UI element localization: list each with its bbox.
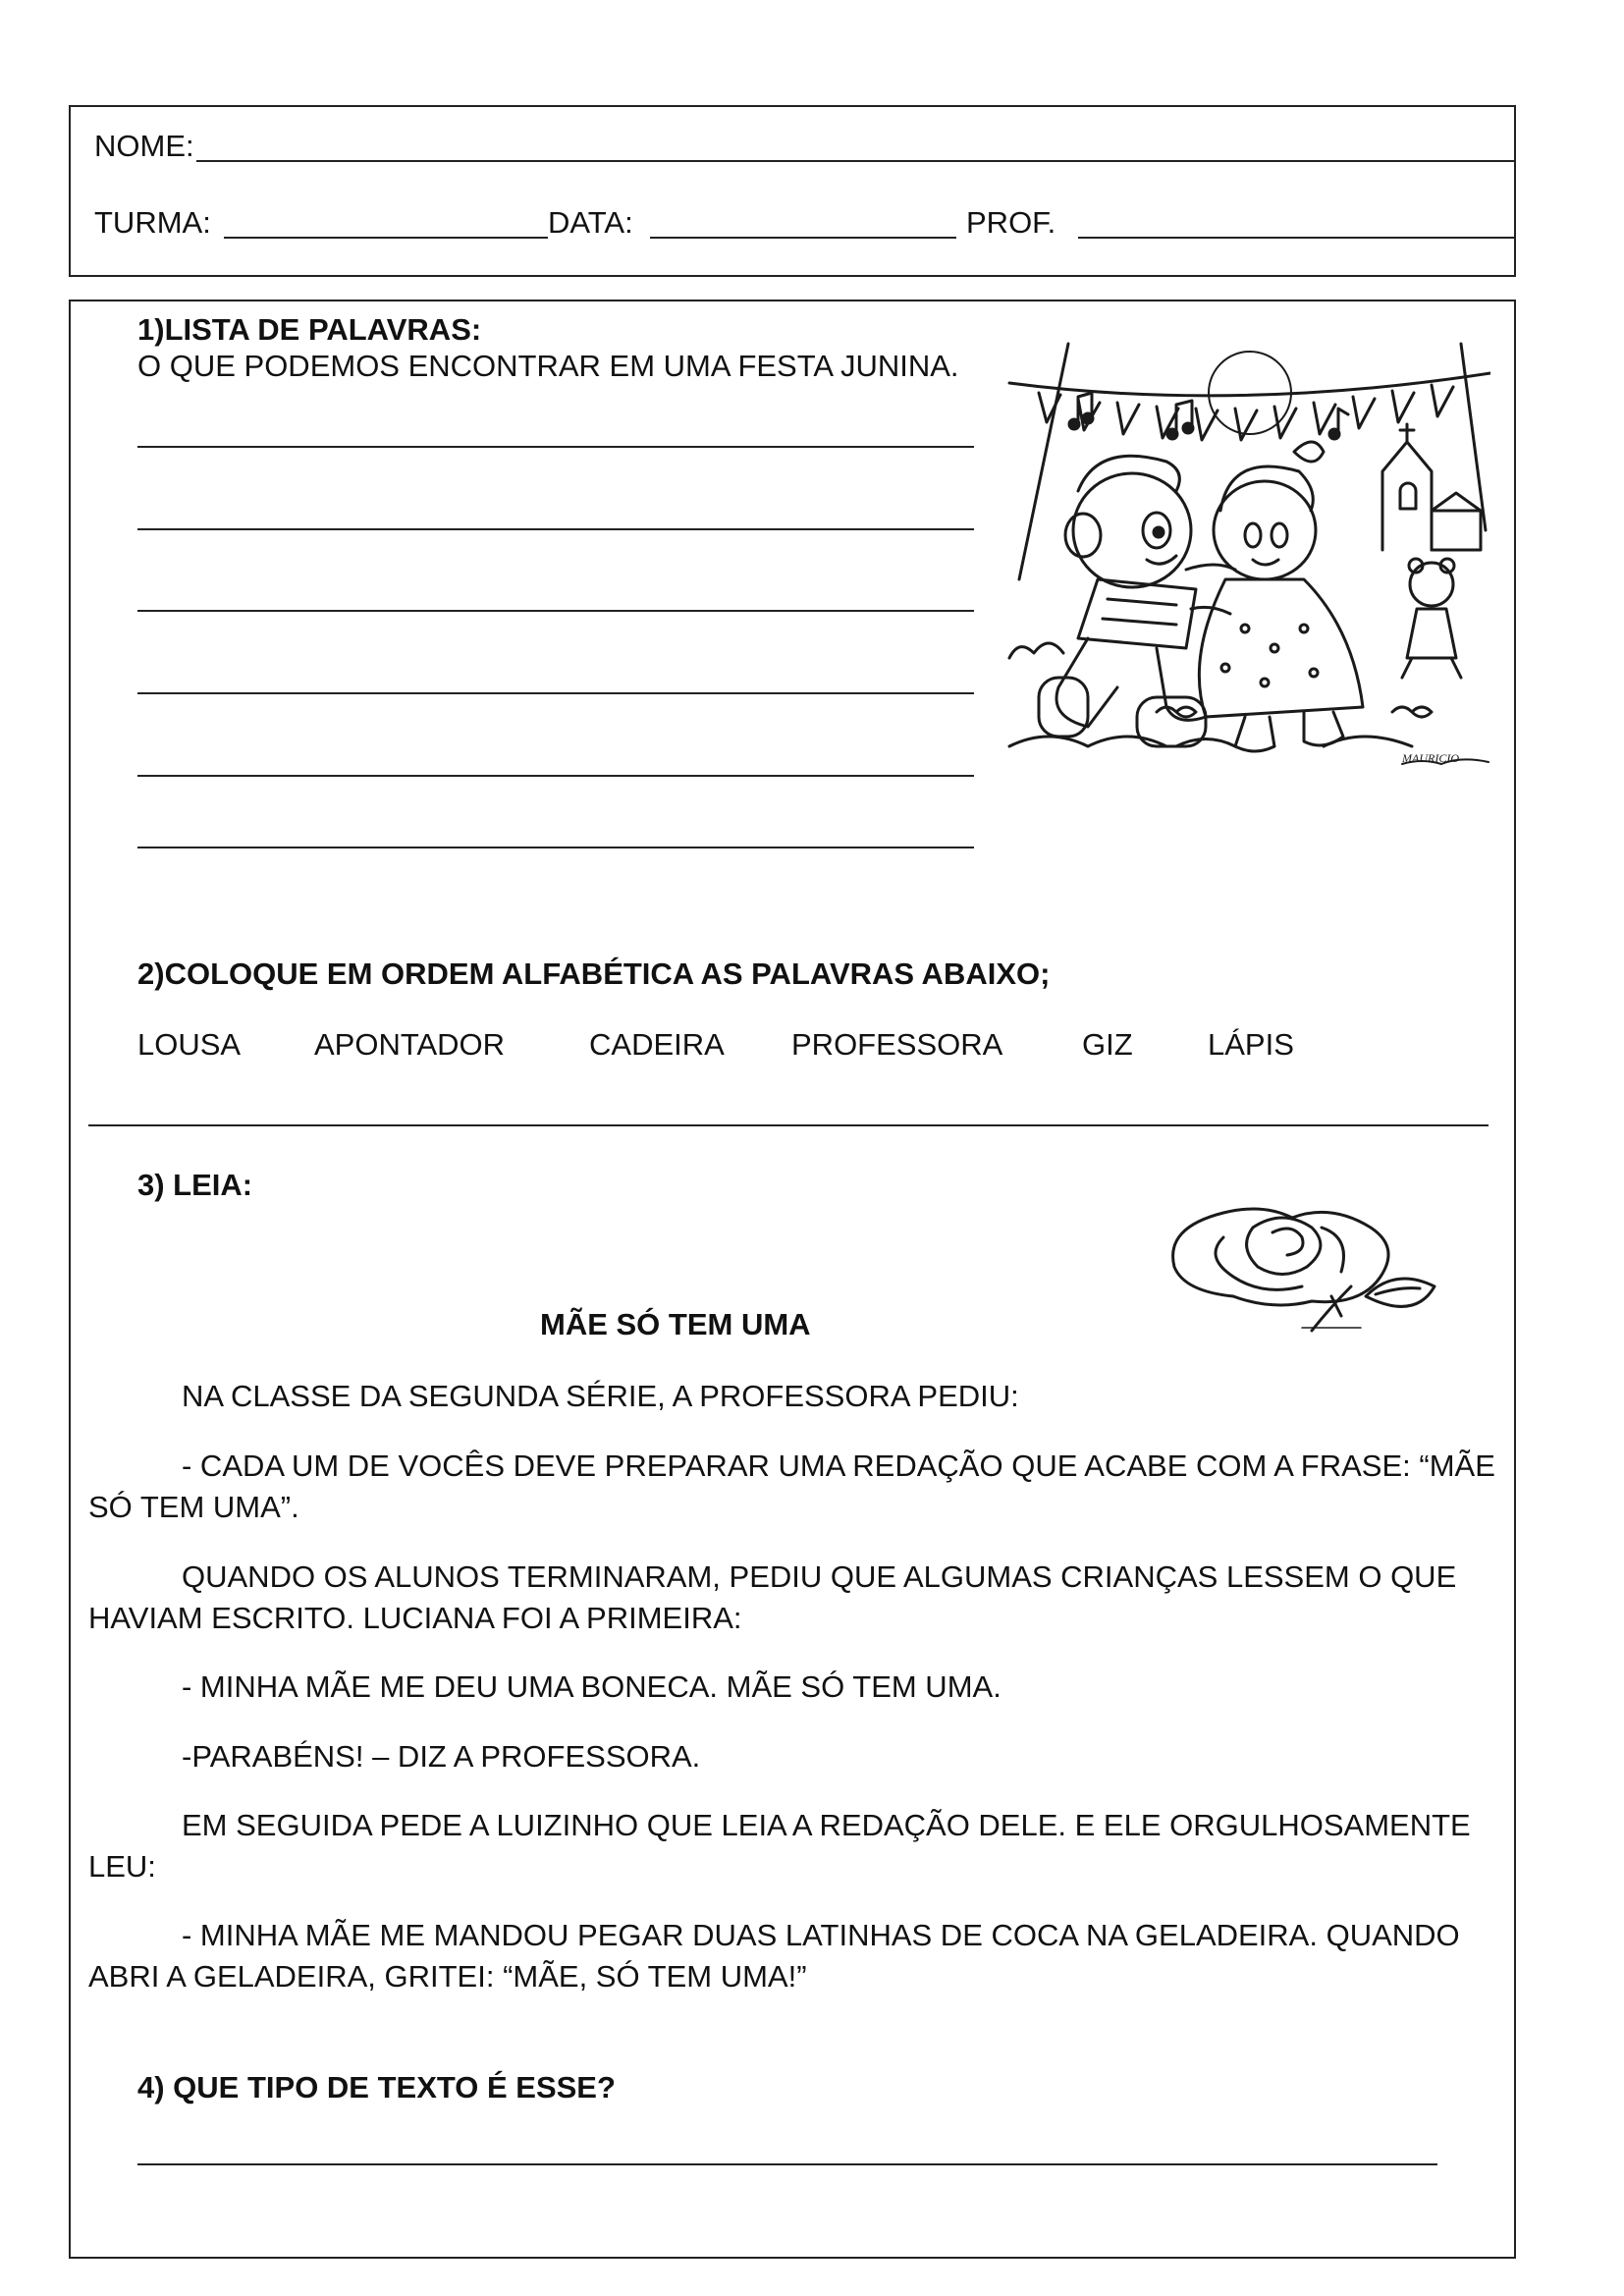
rose-icon: [1155, 1188, 1449, 1336]
q3-title: 3) LEIA:: [137, 1168, 253, 1202]
q1-answer-line[interactable]: [137, 610, 974, 612]
festa-junina-illustration: [1000, 334, 1490, 776]
q1-answer-line[interactable]: [137, 446, 974, 448]
header-box: [69, 105, 1516, 277]
story-paragraph: - MINHA MÃE ME MANDOU PEGAR DUAS LATINHAS DE COCA NA GELADEIRA. QUANDO ABRI A GELADEIRA, GRITEI: “MÃE, SÓ TEM UMA!”: [88, 1918, 1460, 1994]
q4-title: 4) QUE TIPO DE TEXTO É ESSE?: [137, 2070, 616, 2105]
q4-answer-line[interactable]: [137, 2163, 1437, 2165]
q2-title: 2)COLOQUE EM ORDEM ALFABÉTICA AS PALAVRAS ABAIXO;: [137, 957, 1051, 991]
q1-answer-line[interactable]: [137, 847, 974, 848]
q1-answer-line[interactable]: [137, 528, 974, 530]
story-title: MÃE SÓ TEM UMA: [540, 1307, 811, 1341]
q1-title: 1)LISTA DE PALAVRAS:: [137, 312, 482, 347]
name-label: NOME:: [94, 129, 194, 163]
q2-word: PROFESSORA: [791, 1027, 1003, 1062]
story-paragraph: -PARABÉNS! – DIZ A PROFESSORA.: [182, 1739, 701, 1774]
q1-prompt: O QUE PODEMOS ENCONTRAR EM UMA FESTA JUNINA.: [137, 349, 959, 383]
story-paragraph: - MINHA MÃE ME DEU UMA BONECA. MÃE SÓ TEM UMA.: [182, 1669, 1001, 1704]
signature-text: MAURICIO: [1402, 751, 1459, 765]
q2-word: GIZ: [1082, 1027, 1133, 1062]
name-field[interactable]: [196, 160, 1516, 162]
q2-word: CADEIRA: [589, 1027, 725, 1062]
story-paragraph: QUANDO OS ALUNOS TERMINARAM, PEDIU QUE ALGUMAS CRIANÇAS LESSEM O QUE HAVIAM ESCRITO. LUCIANA FOI A PRIMEIRA:: [88, 1559, 1457, 1635]
teacher-label: PROF.: [966, 205, 1056, 240]
class-label: TURMA:: [94, 205, 211, 240]
date-field[interactable]: [650, 237, 956, 239]
q2-word: APONTADOR: [314, 1027, 506, 1062]
q2-word: LOUSA: [137, 1027, 242, 1062]
q2-word: LÁPIS: [1208, 1027, 1294, 1062]
class-field[interactable]: [224, 237, 548, 239]
story-paragraph: NA CLASSE DA SEGUNDA SÉRIE, A PROFESSORA PEDIU:: [182, 1379, 1019, 1413]
story-paragraph: - CADA UM DE VOCÊS DEVE PREPARAR UMA REDAÇÃO QUE ACABE COM A FRASE: “MÃE SÓ TEM UMA”.: [88, 1449, 1495, 1524]
q2-answer-line[interactable]: [88, 1124, 1489, 1126]
date-label: DATA:: [548, 205, 633, 240]
q1-answer-line[interactable]: [137, 775, 974, 777]
q1-answer-line[interactable]: [137, 692, 974, 694]
teacher-field[interactable]: [1078, 237, 1514, 239]
story-paragraph: EM SEGUIDA PEDE A LUIZINHO QUE LEIA A REDAÇÃO DELE. E ELE ORGULHOSAMENTE LEU:: [88, 1808, 1471, 1884]
